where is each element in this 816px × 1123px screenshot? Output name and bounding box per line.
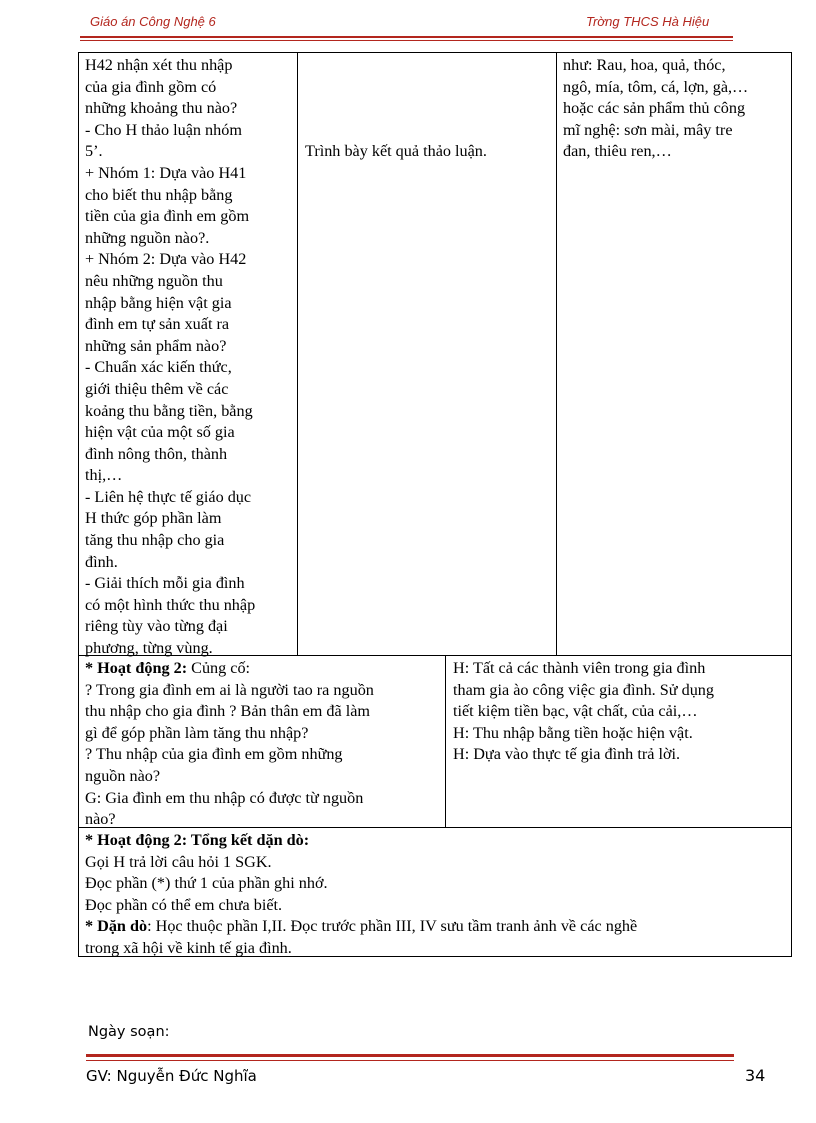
preparation-date-label: Ngày soạn: bbox=[88, 1024, 170, 1040]
question-line: G: Gia đình em thu nhập có được từ nguồn bbox=[85, 788, 364, 807]
homework-line-2: trong xã hội về kinh tế gia đình. bbox=[85, 938, 292, 957]
question-line: gì để góp phần làm tăng thu nhập? bbox=[85, 723, 309, 742]
content-line: như: Rau, hoa, quả, thóc, bbox=[563, 56, 726, 74]
lesson-table-consolidation bbox=[78, 655, 792, 828]
content-line: mĩ nghệ: sơn mài, mây tre bbox=[563, 120, 733, 139]
header-rule-thin bbox=[80, 40, 733, 41]
header-subject: Giáo án Công Nghệ 6 bbox=[90, 14, 216, 29]
summary-line: Gọi H trả lời câu hỏi 1 SGK. bbox=[85, 852, 272, 871]
lesson-table-summary bbox=[78, 827, 792, 957]
column-divider bbox=[445, 656, 446, 827]
teacher-name: GV: Nguyễn Đức Nghĩa bbox=[86, 1067, 257, 1085]
question-line: nào? bbox=[85, 810, 116, 829]
teacher-activity-cell bbox=[85, 55, 297, 660]
content-cell bbox=[563, 55, 793, 163]
content-line: đan, thiêu ren,… bbox=[563, 142, 672, 161]
column-divider bbox=[297, 53, 298, 655]
teacher-activity-line: - Cho H thảo luận nhóm bbox=[85, 120, 242, 139]
summary-line: Đọc phần có thể em chưa biết. bbox=[85, 895, 283, 914]
answer-line: H: Thu nhập bằng tiền hoặc hiện vật. bbox=[453, 723, 693, 742]
header-school: Trờng THCS Hà Hiệu bbox=[586, 14, 710, 29]
question-line: ? Trong gia đình em ai là người tao ra nguồn bbox=[85, 680, 374, 699]
teacher-activity-line: cho biết thu nhập bằng bbox=[85, 185, 233, 204]
answer-line: H: Tất cả các thành viên trong gia đình bbox=[453, 659, 706, 677]
teacher-activity-line: thị,… bbox=[85, 466, 123, 485]
header-rule bbox=[80, 36, 733, 38]
content-line: ngô, mía, tôm, cá, lợn, gà,… bbox=[563, 77, 749, 96]
question-line: thu nhập cho gia đình ? Bản thân em đã làm bbox=[85, 702, 371, 721]
content-line: hoặc các sản phẩm thủ công bbox=[563, 99, 746, 118]
teacher-activity-line: đình nông thôn, thành bbox=[85, 444, 228, 463]
teacher-activity-line: 5’. bbox=[85, 142, 103, 161]
teacher-activity-line: có một hình thức thu nhập bbox=[85, 595, 256, 614]
teacher-activity-line: hiện vật của một số gia bbox=[85, 423, 235, 442]
teacher-activity-line: koảng thu bằng tiền, bằng bbox=[85, 401, 253, 420]
student-activity-cell bbox=[305, 141, 555, 163]
teacher-activity-line: - Liên hệ thực tế giáo dục bbox=[85, 487, 252, 506]
teacher-activity-line: + Nhóm 2: Dựa vào H42 bbox=[85, 250, 247, 269]
teacher-activity-line: của gia đình gồm có bbox=[85, 77, 217, 96]
homework-line: * Dặn dò: Học thuộc phần I,II. Đọc trước phần III, IV sưu tầm tranh ảnh về các nghề bbox=[85, 917, 638, 936]
teacher-activity-line: - Giải thích mỗi gia đình bbox=[85, 574, 245, 593]
teacher-activity-line: tiền của gia đình em gồm bbox=[85, 207, 250, 226]
consolidation-questions-cell bbox=[85, 658, 443, 831]
teacher-activity-line: - Chuẩn xác kiến thức, bbox=[85, 358, 232, 377]
teacher-activity-line: nêu những nguồn thu bbox=[85, 271, 223, 290]
question-line: ? Thu nhập của gia đình em gồm những bbox=[85, 745, 343, 764]
answer-line: tiết kiệm tiền bạc, vật chất, của cải,… bbox=[453, 702, 698, 721]
teacher-activity-line: những sản phẩm nào? bbox=[85, 336, 227, 355]
footer-rule bbox=[86, 1054, 734, 1057]
answer-line: tham gia ào công việc gia đình. Sử dụng bbox=[453, 680, 714, 699]
teacher-activity-line: phương, từng vùng. bbox=[85, 639, 213, 658]
teacher-activity-line: giới thiệu thêm về các bbox=[85, 379, 229, 398]
summary-heading: * Hoạt động 2: Tổng kết dặn dò: bbox=[85, 831, 310, 849]
teacher-activity-line: đình. bbox=[85, 552, 118, 571]
summary-line: Đọc phần (*) thứ 1 của phần ghi nhớ. bbox=[85, 874, 328, 893]
teacher-activity-line: H thức góp phần làm bbox=[85, 509, 222, 528]
consolidation-answers-cell bbox=[453, 658, 789, 766]
consolidation-heading: * Hoạt động 2: Củng cố: bbox=[85, 659, 251, 677]
teacher-activity-line: nhập bằng hiện vật gia bbox=[85, 293, 232, 312]
teacher-activity-line: đình em tự sản xuất ra bbox=[85, 315, 230, 334]
summary-cell bbox=[85, 830, 785, 960]
lesson-table-activity bbox=[78, 52, 792, 656]
answer-line: H: Dựa vào thực tế gia đình trả lời. bbox=[453, 745, 681, 764]
column-divider bbox=[556, 53, 557, 655]
student-activity-text: Trình bày kết quả thảo luận. bbox=[305, 142, 487, 160]
teacher-activity-line: những khoảng thu nào? bbox=[85, 99, 238, 118]
question-line: nguồn nào? bbox=[85, 766, 161, 785]
teacher-activity-line: H42 nhận xét thu nhập bbox=[85, 56, 233, 74]
page-number: 34 bbox=[745, 1066, 766, 1085]
teacher-activity-line: + Nhóm 1: Dựa vào H41 bbox=[85, 163, 247, 182]
teacher-activity-line: riêng tùy vào từng đại bbox=[85, 617, 228, 636]
footer-rule-thin bbox=[86, 1060, 734, 1061]
teacher-activity-line: những nguồn nào?. bbox=[85, 228, 210, 247]
teacher-activity-line: tăng thu nhập cho gia bbox=[85, 531, 225, 550]
